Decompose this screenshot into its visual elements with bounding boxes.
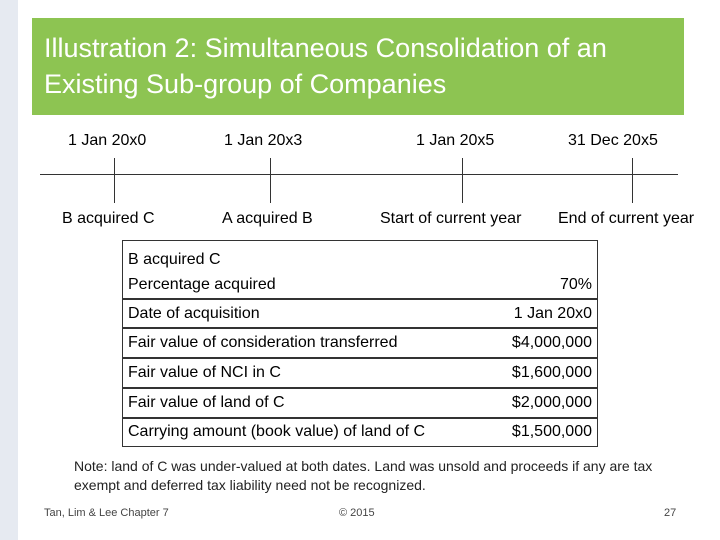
timeline-tick-1 xyxy=(114,158,115,203)
timeline-event-3: Start of current year xyxy=(380,210,522,227)
timeline-date-4: 31 Dec 20x5 xyxy=(568,132,658,149)
footer-source: Tan, Lim & Lee Chapter 7 xyxy=(44,507,169,519)
row-label-1: Percentage acquired xyxy=(128,276,276,293)
timeline-tick-2 xyxy=(270,158,271,203)
row-value-2: 1 Jan 20x0 xyxy=(513,305,592,322)
timeline-axis xyxy=(40,174,678,175)
title-band xyxy=(32,18,684,115)
row-value-3: $4,000,000 xyxy=(511,334,592,351)
footer-copyright: © 2015 xyxy=(339,507,375,519)
row-label-4: Fair value of NCI in C xyxy=(128,364,281,381)
timeline-tick-4 xyxy=(632,158,633,203)
slide-title: Illustration 2: Simultaneous Consolidation of an Existing Sub-group of Companies xyxy=(44,33,607,99)
row-label-2: Date of acquisition xyxy=(128,305,260,322)
row-value-5: $2,000,000 xyxy=(511,394,592,411)
row-label-6: Carrying amount (book value) of land of C xyxy=(128,423,426,440)
timeline-tick-3 xyxy=(462,158,463,203)
row-value-6: $1,500,000 xyxy=(511,423,592,440)
row-value-4: $1,600,000 xyxy=(511,364,592,381)
timeline-event-4: End of current year xyxy=(558,210,695,227)
table-heading: B acquired C xyxy=(128,251,221,268)
timeline-date-2: 1 Jan 20x3 xyxy=(224,132,303,149)
row-label-5: Fair value of land of C xyxy=(128,394,285,411)
row-label-3: Fair value of consideration transferred xyxy=(128,334,398,351)
timeline-date-1: 1 Jan 20x0 xyxy=(68,132,147,149)
note-text: Note: land of C was under-valued at both dates. Land was unsold and proceeds if any are tax exempt and deferred tax liability need not be recognized. xyxy=(74,458,653,493)
timeline-date-3: 1 Jan 20x5 xyxy=(416,132,495,149)
timeline-event-1: B acquired C xyxy=(62,210,155,227)
row-value-1: 70% xyxy=(559,276,592,293)
page-number: 27 xyxy=(664,507,677,519)
timeline-event-2: A acquired B xyxy=(222,210,313,227)
left-stripe xyxy=(0,0,18,540)
